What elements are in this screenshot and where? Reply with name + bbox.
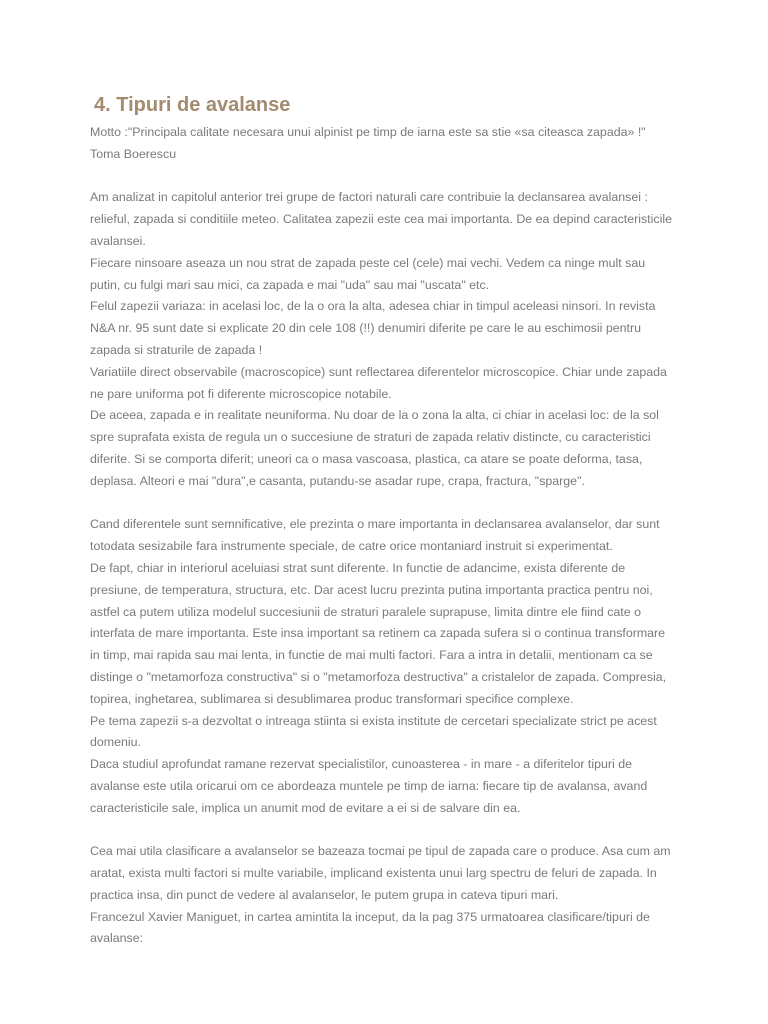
paragraph-block-3 xyxy=(90,841,678,950)
motto-block xyxy=(90,122,678,166)
motto-quote: Motto :"Principala calitate necesara unui alpinist pe timp de iarna este sa stie «sa citeasca zapada» !" xyxy=(90,125,646,139)
paragraph: Francezul Xavier Maniguet, in cartea amintita la inceput, da la pag 375 urmatoarea clasificare/tipuri de avalanse: xyxy=(90,909,650,946)
paragraph-block-2 xyxy=(90,514,678,819)
paragraph: De aceea, zapada e in realitate neuniforma. Nu doar de la o zona la alta, ci chiar in acelasi loc: de la sol spre suprafata exista de regula un o succesiune de straturi de zapada relativ distincte, cu caracteristici diferite. Si se comporta diferit; uneori ca o masa vascoasa, plastica, ca atare se poate deforma, tasa, deplasa. Alteori e mai "dura",e casanta, putandu-se asadar rupe, crapa, fractura, "sparge". xyxy=(90,408,659,488)
paragraph: Pe tema zapezii s-a dezvoltat o intreaga stiinta si exista institute de cercetari specializate strict pe acest domeniu. xyxy=(90,713,657,750)
motto-author: Toma Boerescu xyxy=(90,146,177,161)
paragraph: Daca studiul aprofundat ramane rezervat specialistilor, cunoasterea - in mare - a diferitelor tipuri de avalanse este utila oricarui om ce abordeaza muntele pe timp de iarna: fiecare tip de avalansa, avand caracteristicile sale, implica un anumit mod de evitare a ei si de salvare din ea. xyxy=(90,757,648,815)
paragraph: Cand diferentele sunt semnificative, ele prezinta o mare importanta in declansarea avalanselor, dar sunt totodata sesizabile fara instrumente speciale, de catre orice montaniard instruit si experimentat. xyxy=(90,517,660,554)
paragraph: Variatiile direct observabile (macroscopice) sunt reflectarea diferentelor microscopice. Chiar unde zapada ne pare uniforma pot fi diferente microscopice notabile. xyxy=(90,364,667,401)
paragraph: Felul zapezii variaza: in acelasi loc, de la o ora la alta, adesea chiar in timpul aceleasi ninsori. In revista N&A nr. 95 sunt date si explicate 20 din cele 108 (!!) denumiri diferite pe care le au eschimosii pentru zapada si straturile de zapada ! xyxy=(90,299,656,357)
article-body xyxy=(90,122,678,950)
paragraph-block-1 xyxy=(90,187,678,492)
page-title: 4. Tipuri de avalanse xyxy=(94,94,291,116)
paragraph: Fiecare ninsoare aseaza un nou strat de zapada peste cel (cele) mai vechi. Vedem ca ninge mult sau putin, cu fulgi mari sau mici, ca zapada e mai "uda" sau mai "uscata" etc. xyxy=(90,255,646,292)
paragraph: Am analizat in capitolul anterior trei grupe de factori naturali care contribuie la declansarea avalansei : relieful, zapada si conditiile meteo. Calitatea zapezii este cea mai importanta. De ea depind caracteristicile avalansei. xyxy=(90,190,672,248)
paragraph: De fapt, chiar in interiorul aceluiasi strat sunt diferente. In functie de adancime, exista diferente de presiune, de temperatura, structura, etc. Dar acest lucru prezinta putina importanta practica pentru noi, astfel ca putem utiliza modelul succesiunii de straturi paralele suprapuse, limita dintre ele fiind cate o interfata de mare importanta. Este insa important sa retinem ca zapada sufera si o continua transformare in timp, mai rapida sau mai lenta, in functie de mai multi factori. Fara a intra in detalii, mentionam ca se distinge o "metamorfoza constructiva" si o "metamorfoza destructiva" a cristalelor de zapada. Compresia, topirea, inghetarea, sublimarea si desublimarea produc transformari specifice complexe. xyxy=(90,560,667,706)
paragraph: Cea mai utila clasificare a avalanselor se bazeaza tocmai pe tipul de zapada care o produce. Asa cum am aratat, exista multi factori si multe variabile, implicand existenta unui larg spectru de feluri de zapada. In practica insa, din punct de vedere al avalanselor, le putem grupa in cateva tipuri mari. xyxy=(90,844,671,902)
